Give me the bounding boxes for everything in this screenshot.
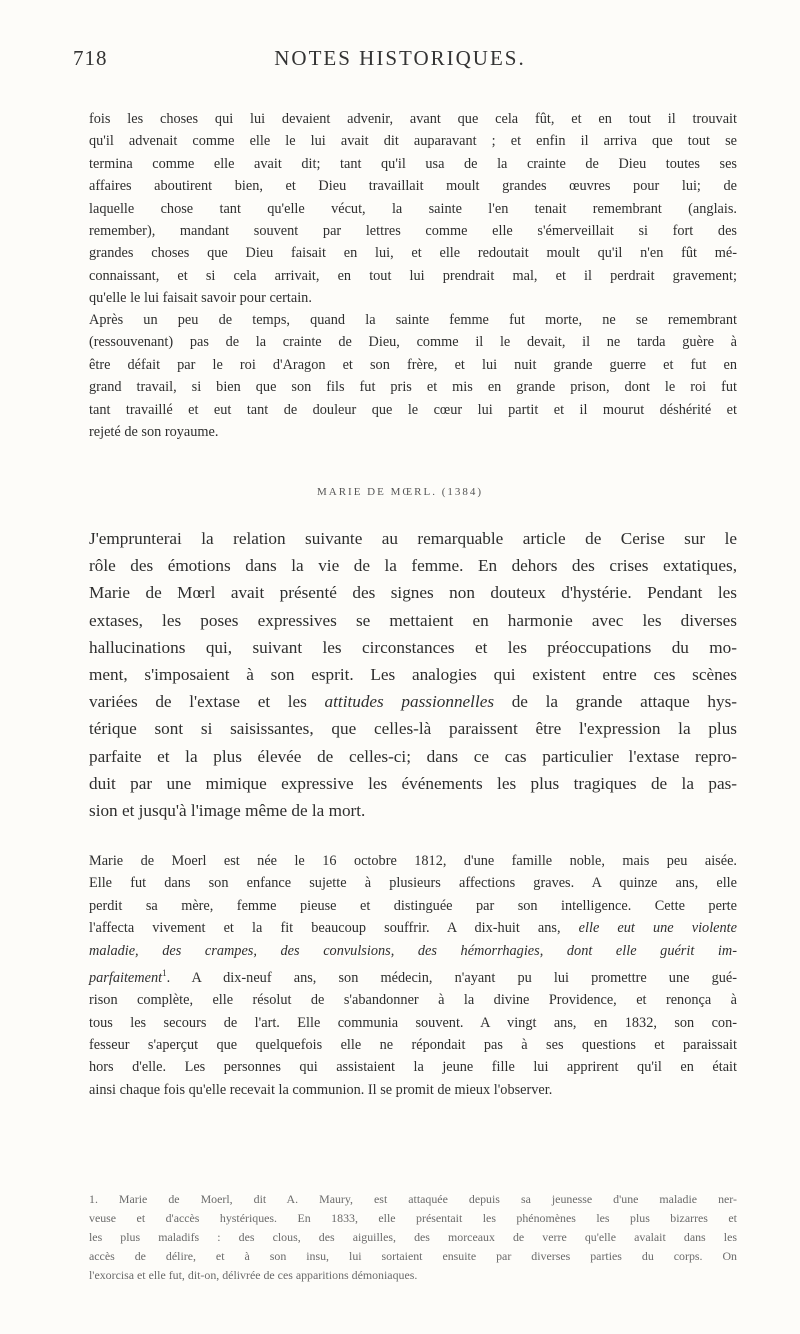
text-line: grandes choses que Dieu faisait en lui, et elle redoutait moult qu'il n'en fût mé- xyxy=(89,245,737,262)
text-line: térique sont si saisissantes, que celles-là paraissent être l'expression la plus xyxy=(89,719,737,739)
italic-text: elle eut une violente xyxy=(578,920,737,937)
text-line: fois les choses qui lui devaient advenir, avant que cela fût, et en tout il trouvait xyxy=(89,111,737,127)
footnote-marker: 1 xyxy=(162,968,167,979)
text-line: parfaite et la plus élevée de celles-ci; dans ce cas particulier l'extase repro- xyxy=(89,746,737,766)
text-line: être défait par le roi d'Aragon et son frère, et lui nuit grande guerre et fut en xyxy=(89,356,737,373)
italic-text: parfaitement xyxy=(89,969,163,986)
text-line: termina comme elle avait dit; tant qu'il usa de la crainte de Dieu toutes ses xyxy=(89,155,737,172)
text-line: connaissant, et si cela arrivait, en tout lui prendrait mal, et il perdrait gravement; xyxy=(89,267,737,284)
italic-text: attitudes passionnelles xyxy=(324,692,495,712)
text-line xyxy=(89,962,737,989)
text-line: les plus maladifs : des clous, des aiguilles, des morceaux de verre qu'elle avalait dans les xyxy=(89,1229,737,1244)
text-line: tous les secours de l'art. Elle communia souvent. A vingt ans, en 1832, son con- xyxy=(89,1014,737,1031)
text-line: remember), mandant souvent par lettres comme elle s'émerveillait si fort des xyxy=(89,223,737,240)
text-line: ment, s'imposaient à son esprit. Les analogies qui existent entre ces scènes xyxy=(89,665,737,685)
text-line: qu'elle le lui faisait savoir pour certain. xyxy=(89,290,312,307)
section-heading: MARIE DE MŒRL. (1384) xyxy=(316,486,484,498)
paragraph-3 xyxy=(89,525,737,824)
text-segment: . A dix-neuf ans, son médecin, n'ayant pu lui promettre une gué- xyxy=(166,969,737,986)
text-line: qu'il advenait comme elle le lui avait dit auparavant ; et enfin il arriva que tout se xyxy=(89,133,737,150)
text-line: perdit sa mère, femme pieuse et distinguée par son intelligence. Cette perte xyxy=(89,897,737,914)
text-line: Elle fut dans son enfance sujette à plusieurs affections graves. A quinze ans, elle xyxy=(89,875,737,892)
text-line: veuse et d'accès hystériques. En 1833, elle présentait les phénomènes les plus bizarres et xyxy=(89,1210,737,1225)
text-line: J'emprunterai la relation suivante au remarquable article de Cerise sur le xyxy=(89,529,737,548)
text-segment: l'affecta vivement et la fit beaucoup souffrir. A dix-huit ans, xyxy=(89,920,579,937)
paragraph-1 xyxy=(89,108,737,310)
running-title: NOTES HISTORIQUES. xyxy=(274,46,526,70)
text-line: hors d'elle. Les personnes qui assistaient la jeune fille lui apprirent qu'il en était xyxy=(89,1059,737,1076)
paragraph-4 xyxy=(89,850,737,1101)
text-line: ainsi chaque fois qu'elle recevait la communion. Il se promit de mieux l'observer. xyxy=(89,1081,553,1098)
page-number: 718 xyxy=(73,46,108,70)
text-line: duit par une mimique expressive les événements les plus tragiques de la pas- xyxy=(89,773,737,793)
text-segment: de la grande attaque hys- xyxy=(494,692,737,712)
text-line: fesseur s'aperçut que quelquefois elle ne répondait pas à ses questions et paraissait xyxy=(89,1037,737,1054)
text-line: extases, les poses expressives se mettaient en harmonie avec les diverses xyxy=(89,610,737,630)
text-line: Après un peu de temps, quand la sainte femme fut morte, ne se remembrant xyxy=(89,312,737,328)
italic-text: maladie, des crampes, des convulsions, des hémorrhagies, dont elle guérit im- xyxy=(89,942,737,959)
text-line: grand travail, si bien que son fils fut pris et mis en grande prison, dont le roi fut xyxy=(89,379,737,396)
text-line xyxy=(89,940,737,962)
text-line: laquelle chose tant qu'elle vécut, la sainte l'en tenait remembrant (anglais. xyxy=(89,200,737,217)
text-segment: variées de l'extase et les xyxy=(89,692,325,712)
text-line: rison complète, elle résolut de s'abandonner à la divine Providence, et renonça à xyxy=(89,992,737,1009)
text-line: hallucinations qui, suivant les circonstances et les préoccupations du mo- xyxy=(89,637,737,657)
text-line: rôle des émotions dans la vie de la femme. En dehors des crises extatiques, xyxy=(89,556,737,576)
footnote xyxy=(89,1190,737,1285)
text-line: 1. Marie de Moerl, dit A. Maury, est attaquée depuis sa jeunesse d'une maladie ner- xyxy=(89,1192,737,1206)
text-line: affaires aboutirent bien, et Dieu travaillait moult grandes œuvres pour lui; de xyxy=(89,178,737,195)
text-line: accès de délire, et à son insu, lui sortaient ensuite par diverses parties du corps. On xyxy=(89,1248,737,1263)
page-header xyxy=(0,46,800,86)
text-line xyxy=(89,688,737,715)
text-line: Marie de Moerl est née le 16 octobre 1812, d'une famille noble, mais peu aisée. xyxy=(89,853,737,869)
text-line: (ressouvenant) pas de la crainte de Dieu, comme il le devait, il ne tarda guère à xyxy=(89,334,737,351)
text-line: tant travaillé et eut tant de douleur que le cœur lui partit et il mourut déshérité et xyxy=(89,401,737,418)
text-line: l'exorcisa et elle fut, dit-on, délivrée de ces apparitions démoniaques. xyxy=(89,1267,418,1282)
text-line: rejeté de son royaume. xyxy=(89,424,219,441)
text-line: sion et jusqu'à l'image même de la mort. xyxy=(89,801,366,821)
text-line xyxy=(89,917,737,939)
paragraph-2 xyxy=(89,309,737,443)
text-line: Marie de Mœrl avait présenté des signes non douteux d'hystérie. Pendant les xyxy=(89,583,737,603)
